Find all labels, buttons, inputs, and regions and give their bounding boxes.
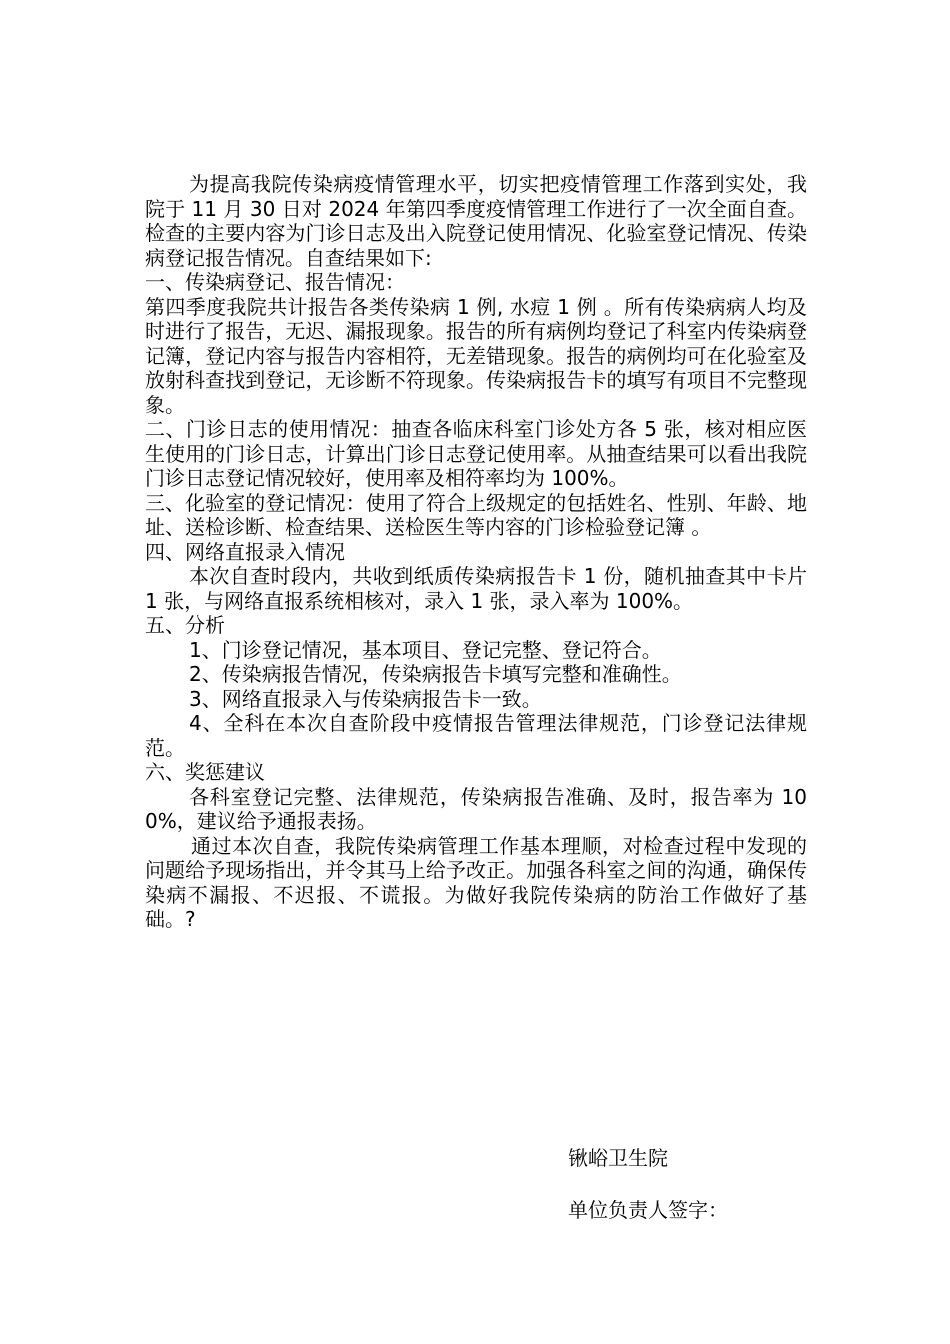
section-5-item-1: 1、门诊登记情况，基本项目、登记完整、登记符合。 [189,637,662,662]
section-6-heading: 六、奖惩建议 [145,760,265,784]
section-3-paragraph: 三、化验室的登记情况：使用了符合上级规定的包括姓名、性别、年龄、地址、送检诊断、检查结果、送检医生等内容的门诊检验登记簿 。 [145,490,807,539]
section-4-paragraph: 本次自查时段内，共收到纸质传染病报告卡 1 份，随机抽查其中卡片 1 张，与网络直报系统相核对，录入 1 张，录入率为 100%。 [145,564,807,613]
section-1-paragraph: 第四季度我院共计报告各类传染病 1 例, 水痘 1 例 。所有传染病病人均及时进行了报告，无迟、漏报现象。报告的所有病例均登记了科室内传染病登记簿，登记内容与报告内容相符，无差错现象。报告的病例均可在化验室及放射科查找到登记，无诊断不符现象。传染病报告卡的填写有项目不完整现象。 [145,294,807,417]
section-4-heading: 四、网络直报录入情况 [145,539,345,564]
section-2-paragraph: 二、门诊日志的使用情况：抽查各临床科室门诊处方各 5 张，核对相应医生使用的门诊日志，计算出门诊日志登记使用率。从抽查结果可以看出我院门诊日志登记情况较好，使用率及相符率均为 100%。 [145,417,807,490]
section-6-paragraph: 各科室登记完整、法律规范，传染病报告准确、及时，报告率为 100%，建议给予通报表扬。 [145,784,807,833]
intro-paragraph: 为提高我院传染病疫情管理水平，切实把疫情管理工作落到实处，我院于 11 月 30 日对 2024 年第四季度疫情管理工作进行了一次全面自查。检查的主要内容为门诊日志及出入院登记使用情况、化验室登记情况、传染病登记报告情况。自查结果如下: [145,172,807,270]
conclusion-paragraph: 通过本次自查，我院传染病管理工作基本理顺，对检查过程中发现的问题给予现场指出，并令其马上给予改正。加强各科室之间的沟通，确保传染病不漏报、不迟报、不谎报。为做好我院传染病的防治工作做好了基础。? [145,833,807,931]
signature-signer-label: 单位负责人签字： [568,1198,728,1222]
section-1-heading: 一、传染病登记、报告情况： [145,270,405,294]
section-5-heading: 五、分析 [145,613,225,637]
section-5-item-2: 2、传染病报告情况，传染病报告卡填写完整和准确性。 [189,662,682,686]
section-5-item-3: 3、网络直报录入与传染病报告卡一致。 [189,686,542,711]
section-5-item-4: 4、全科在本次自查阶段中疫情报告管理法律规范，门诊登记法律规范。 [145,711,807,760]
signature-organization: 锹峪卫生院 [568,1146,668,1170]
document-body [145,172,807,932]
